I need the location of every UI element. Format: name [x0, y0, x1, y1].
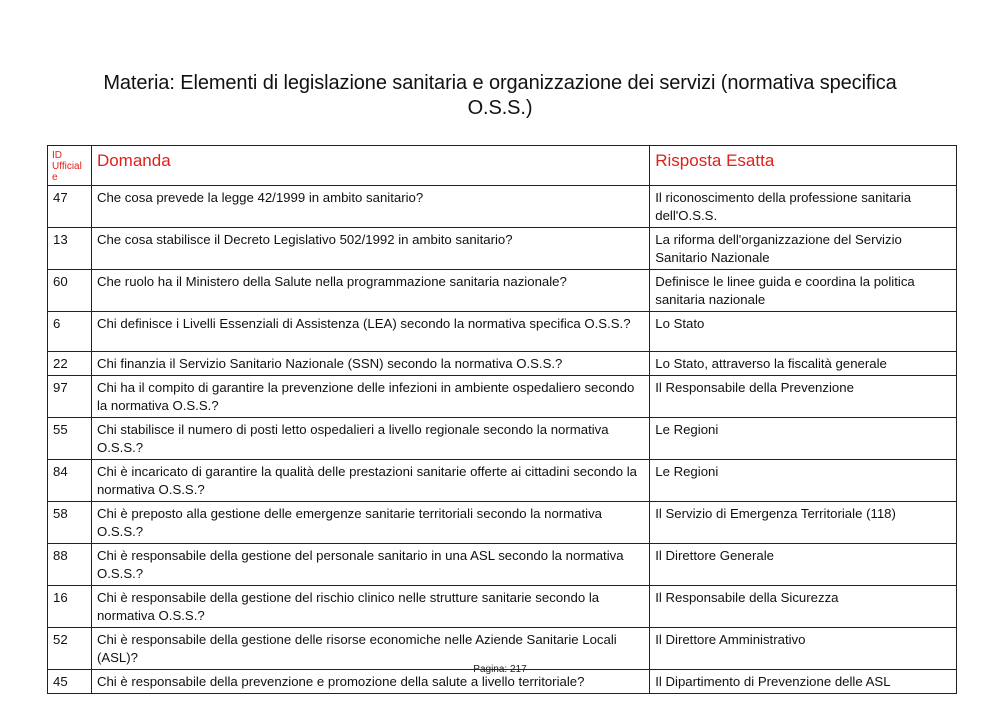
- page-number: Pagina: 217: [473, 664, 527, 675]
- table-row: [48, 186, 957, 228]
- row-question: Chi è responsabile della prevenzione e promozione della salute a livello territoriale?: [91, 670, 649, 694]
- row-answer: Il Dipartimento di Prevenzione delle ASL: [650, 670, 957, 694]
- row-answer: Il riconoscimento della professione sanitaria dell'O.S.S.: [650, 186, 957, 228]
- row-question: Chi è preposto alla gestione delle emergenze sanitarie territoriali secondo la normativa O.S.S.?: [91, 502, 649, 544]
- row-id: 55: [48, 418, 92, 460]
- table-header-row: [48, 146, 957, 186]
- row-id: 16: [48, 586, 92, 628]
- table-row: [48, 228, 957, 270]
- row-question: Che cosa stabilisce il Decreto Legislativo 502/1992 in ambito sanitario?: [91, 228, 649, 270]
- row-id: 47: [48, 186, 92, 228]
- table-row: [48, 460, 957, 502]
- row-id: 58: [48, 502, 92, 544]
- page-title: Materia: Elementi di legislazione sanitaria e organizzazione dei servizi (normativa specifica O.S.S.): [103, 72, 897, 119]
- row-answer: Il Responsabile della Prevenzione: [650, 376, 957, 418]
- row-answer: La riforma dell'organizzazione del Servizio Sanitario Nazionale: [650, 228, 957, 270]
- row-question: Chi ha il compito di garantire la prevenzione delle infezioni in ambiente ospedaliero secondo la normativa O.S.S.?: [91, 376, 649, 418]
- row-answer: Lo Stato, attraverso la fiscalità generale: [650, 352, 957, 376]
- row-answer: Il Servizio di Emergenza Territoriale (118): [650, 502, 957, 544]
- row-answer: Il Direttore Amministrativo: [650, 628, 957, 670]
- row-answer: Le Regioni: [650, 418, 957, 460]
- row-question: Chi finanzia il Servizio Sanitario Nazionale (SSN) secondo la normativa O.S.S.?: [91, 352, 649, 376]
- row-id: 22: [48, 352, 92, 376]
- row-answer: Il Direttore Generale: [650, 544, 957, 586]
- row-question: Chi è responsabile della gestione del personale sanitario in una ASL secondo la normativa O.S.S.?: [91, 544, 649, 586]
- row-id: 13: [48, 228, 92, 270]
- table-row: [48, 352, 957, 376]
- table-row: [48, 312, 957, 352]
- row-answer: Le Regioni: [650, 460, 957, 502]
- row-id: 45: [48, 670, 92, 694]
- table-row: [48, 586, 957, 628]
- row-question: Chi definisce i Livelli Essenziali di Assistenza (LEA) secondo la normativa specifica O.S.S.?: [91, 312, 649, 352]
- row-question: Chi è responsabile della gestione delle risorse economiche nelle Aziende Sanitarie Locali (ASL)?: [91, 628, 649, 670]
- table-row: [48, 502, 957, 544]
- row-answer: Il Responsabile della Sicurezza: [650, 586, 957, 628]
- row-question: Chi è responsabile della gestione del rischio clinico nelle strutture sanitarie secondo la normativa O.S.S.?: [91, 586, 649, 628]
- header-id: ID Ufficiale: [48, 146, 92, 186]
- table-row: [48, 270, 957, 312]
- table-row: [48, 418, 957, 460]
- row-question: Che cosa prevede la legge 42/1999 in ambito sanitario?: [91, 186, 649, 228]
- row-answer: Lo Stato: [650, 312, 957, 352]
- row-answer: Definisce le linee guida e coordina la politica sanitaria nazionale: [650, 270, 957, 312]
- row-id: 52: [48, 628, 92, 670]
- questions-table: [47, 145, 957, 694]
- row-question: Che ruolo ha il Ministero della Salute nella programmazione sanitaria nazionale?: [91, 270, 649, 312]
- row-id: 60: [48, 270, 92, 312]
- header-answer: Risposta Esatta: [650, 146, 957, 186]
- row-id: 97: [48, 376, 92, 418]
- row-id: 88: [48, 544, 92, 586]
- row-id: 6: [48, 312, 92, 352]
- row-id: 84: [48, 460, 92, 502]
- row-question: Chi è incaricato di garantire la qualità delle prestazioni sanitarie offerte ai cittadini secondo la normativa O.S.S.?: [91, 460, 649, 502]
- header-question: Domanda: [91, 146, 649, 186]
- table-row: [48, 544, 957, 586]
- row-question: Chi stabilisce il numero di posti letto ospedalieri a livello regionale secondo la normativa O.S.S.?: [91, 418, 649, 460]
- table-row: [48, 376, 957, 418]
